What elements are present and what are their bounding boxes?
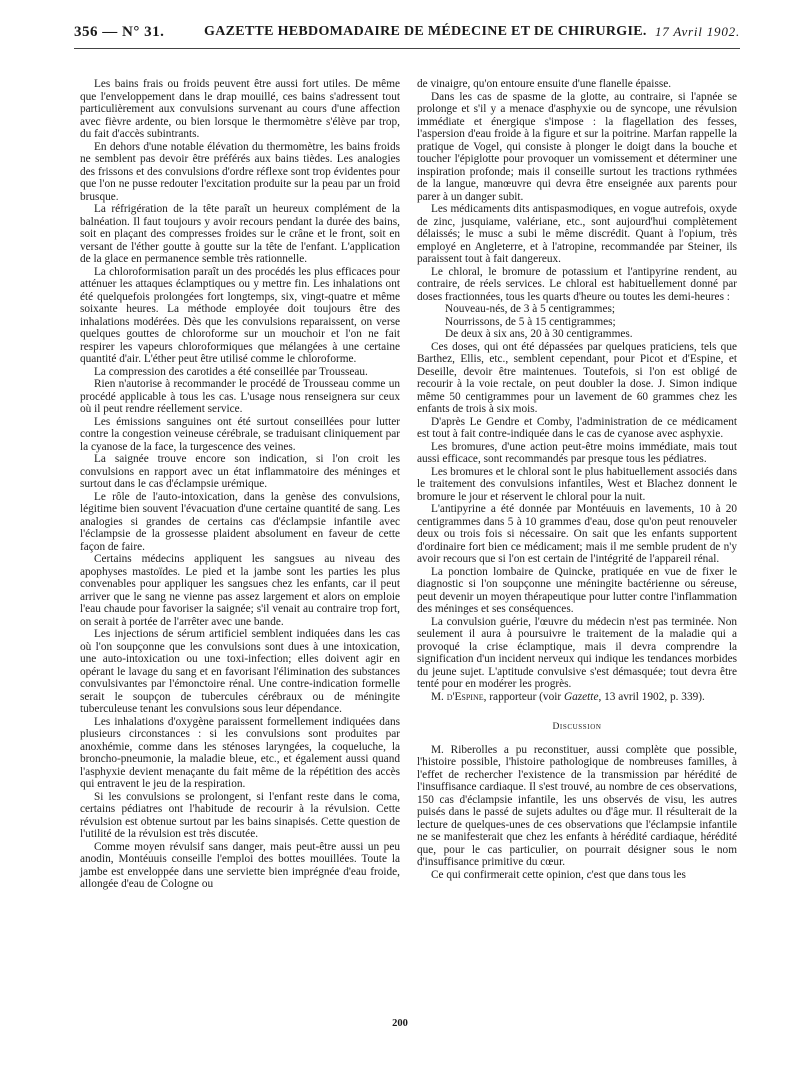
- paragraph: Dans les cas de spasme de la glotte, au contraire, si l'apnée se prolonge et s'il y a menace d'asphyxie ou de syncope, une révulsion immédiate et énergique s'impose : la flagellation des fesses, l'aspersion d'eau froide à la figure et sur la poitrine. Marfan rappelle la pratique de Vogel, qui consiste à plonger le doigt dans la bouche et toucher l'épiglotte pour provoquer un vomissement et déterminer une inspiration profonde; mais il conseille surtout les tractions rythmées de la langue, manœuvre qui devra être enseignée aux parents pour parer à un danger subit.: [417, 90, 737, 203]
- paragraph: Les bains frais ou froids peuvent être aussi fort utiles. De même que l'enveloppement dans le drap mouillé, ces bains s'adressent tout particulièrement aux convulsions survenant au cours d'une affection avec fièvre ardente, ou bien lorsque le thermomètre s'élève par trop, du fait d'accès subintrants.: [80, 78, 400, 140]
- paragraph: Si les convulsions se prolongent, si l'enfant reste dans le coma, certains pédiatres ont l'habitude de recourir à la révulsion. Cette révulsion est obtenue surtout par les bains sinapisés. Cette question de l'utilité de la révulsion est très discutée.: [80, 790, 400, 840]
- paragraph: L'antipyrine a été donnée par Montéuuis en lavements, 10 à 20 centigrammes dans 5 à 10 grammes d'eau, dose qu'on peut renouveler deux ou trois fois si nécessaire. On sait que les enfants supportent d'ordinaire fort bien ce médicament; mais il me semble prudent de n'y avoir recours que si l'on est certain de l'intégrité de l'appareil rénal.: [417, 503, 737, 565]
- rapporteur-signature: [417, 691, 737, 704]
- issue-date: 17 Avril 1902.: [655, 24, 740, 39]
- rapporteur-name: M. d'Espine,: [431, 690, 487, 703]
- paragraph: de vinaigre, qu'on entoure ensuite d'une flanelle épaisse.: [417, 78, 672, 90]
- dose-line: De deux à six ans, 20 à 30 centigrammes.: [445, 328, 633, 340]
- paragraph: Les émissions sanguines ont été surtout conseillées pour lutter contre la congestion veineuse cérébrale, se traduisant cliniquement par la cyanose de la face, la turgescence des veines.: [80, 415, 400, 453]
- paragraph: Ces doses, qui ont été dépassées par quelques praticiens, tels que Barthez, Ellis, etc., semblent cependant, pour Picot et d'Espine, et Deseille, devoir être maintenues. Toutefois, si l'on est obligé de recourir à la voie rectale, on peut doubler la dose. J. Simon indique même 50 centigrammes pour un lavement de 60 grammes chez les enfants de trois à six mois.: [417, 340, 737, 415]
- paragraph: Les bromures, d'une action peut-être moins immédiate, mais tout aussi efficace, sont recommandés par presque tous les pédiatres.: [417, 440, 737, 465]
- journal-reference: Gazette: [563, 690, 599, 703]
- header-rule: [74, 48, 740, 49]
- paragraph: En dehors d'une notable élévation du thermomètre, les bains froids ne semblent pas devoir être préférés aux bains tièdes. Les analogies des frissons et des convulsions d'ordre réflexe sont trop évidentes pour que l'on ne pusse redouter l'excitation produite sur la peau par un froid brusque.: [80, 140, 400, 203]
- paragraph: D'après Le Gendre et Comby, l'administration de ce médicament est tout à fait contre-indiquée dans le cas de cyanose avec asphyxie.: [417, 415, 737, 440]
- paragraph: Les injections de sérum artificiel semblent indiquées dans les cas où l'on soupçonne que les convulsions sont dues à une intoxication, une auto-intoxication ou une toxi-infection; elles doivent agir en opérant le lavage du sang et en favorisant l'élimination des substances convulsivantes par l'émonctoire rénal. Une contre-indication formelle serait le soupçon de tubercules cérébraux ou de méningite tuberculeuse tenant les convulsions sous leur dépendance.: [80, 628, 400, 715]
- page-number: 356 — N° 31.: [74, 24, 165, 40]
- rapporteur-role: rapporteur (voir: [486, 690, 564, 703]
- section-title-discussion: Discussion: [552, 722, 602, 732]
- paragraph: La convulsion guérie, l'œuvre du médecin n'est pas terminée. Non seulement il aura à poursuivre le traitement de la maladie qui a provoqué la crise éclamptique, mais il devra comprendre la signification d'un incident nerveux qui indique les tendances morbides du jeune sujet. L'aptitude convulsive s'est démasquée; tout devra être tenté pour en modérer les progrès.: [417, 615, 737, 690]
- running-header: [74, 18, 740, 50]
- reference-details: , 13 avril 1902, p. 339).: [598, 690, 705, 703]
- paragraph: Rien n'autorise à recommander le procédé de Trousseau comme un procédé applicable à tous les cas. L'usage nous renseignera sur ceux où il peut rendre réellement service.: [80, 378, 400, 415]
- paragraph: Certains médecins appliquent les sangsues au niveau des apophyses mastoïdes. Le pied et la jambe sont les parties les plus convenables pour appliquer les sangsues chez les enfants, car il peut arriver que le sang ne vienne pas assez largement et alors on emploie l'eau chaude pour favoriser la saignée; s'il venait au contraire trop fort, on serait à portée de l'arrêter avec une bande.: [80, 553, 400, 628]
- right-column: [417, 78, 737, 881]
- paragraph: Comme moyen révulsif sans danger, mais peut-être aussi un peu anodin, Montéuuis conseille l'emploi des bottes mouillées. Toute la jambe est enveloppée dans une serviette bien imprégnée d'eau froide, allongée d'eau de Cologne ou: [80, 840, 400, 890]
- paragraph: Les bromures et le chloral sont le plus habituellement associés dans le traitement des convulsions infantiles, West et Blachez donnent le bromure le jour et réservent le chloral pour la nuit.: [417, 465, 737, 503]
- paragraph: M. Riberolles a pu reconstituer, aussi complète que possible, l'histoire possible, l'histoire pathologique de nombreuses familles, à l'effet de rechercher l'existence de la transmission par hérédité de l'insuffisance cardiaque. Il s'est trouvé, au nombre de ces observations, 150 cas d'éclampsie infantile, les uns observés de visu, les autres puisés dans le passé de sujets adultes ou d'âge mur. Il résulterait de la lecture de quelques-unes de ces observations que l'éclampsie infantile ne se manifesterait que chez les enfants à hérédité cardiaque, hérédité que, pour le cas particulier, on pourrait désigner sous le nom d'insuffisance primitive du cœur.: [417, 743, 737, 868]
- paragraph: Les médicaments dits antispasmodiques, en vogue autrefois, oxyde de zinc, jusquiame, valériane, etc., sont aujourd'hui complètement délaissés; le musc a subi le même discrédit. Quant à l'opium, très employé en Angleterre, et à l'atropine, recommandée par Steiner, ils paraissent tout à fait dangereux.: [417, 203, 737, 265]
- paragraph: Le chloral, le bromure de potassium et l'antipyrine rendent, au contraire, de réels services. Le chloral est habituellement donné par doses fractionnées, tous les quarts d'heure ou toutes les demi-heures :: [417, 265, 737, 303]
- paragraph: La compression des carotides a été conseillée par Trousseau.: [94, 365, 368, 378]
- paragraph: La réfrigération de la tête paraît un heureux complément de la balnéation. Il faut toujours y avoir recours pendant la durée des bains, soit en plaçant des compresses froides sur le crâne et le front, soit en versant de l'éther goutte à goutte sur la tête de l'enfant. L'application de la glace en permanence semble très rationnelle.: [80, 203, 400, 265]
- paragraph: Les inhalations d'oxygène paraissent formellement indiquées dans plusieurs circonstances : si les convulsions sont produites par anoxhémie, comme dans les sténoses laryngées, la coqueluche, la broncho-pneumonie, la maladie bleue, etc., et également aussi quand l'asphyxie devient menaçante du fait même de la répétition des accès qui entravent le jeu de la respiration.: [80, 715, 400, 790]
- dose-line: Nouveau-nés, de 3 à 5 centigrammes;: [445, 303, 616, 315]
- paragraph: La ponction lombaire de Quincke, pratiquée en vue de fixer le diagnostic si l'on soupçonne une méningite bactérienne ou séreuse, peut devenir un moyen thérapeutique pour lutter contre l'inflammation des méninges et ses conséquences.: [417, 565, 737, 615]
- journal-title: GAZETTE HEBDOMADAIRE DE MÉDECINE ET DE CHIRURGIE.: [204, 24, 647, 39]
- paragraph: Le rôle de l'auto-intoxication, dans la genèse des convulsions, légitime bien souvent l'évacuation d'une certaine quantité de sang. Les analogies si grandes de certains cas d'éclampsie infantile avec l'éclampsie de la grossesse plaident absolument en faveur de cette façon de faire.: [80, 490, 400, 553]
- paragraph: La chloroformisation paraît un des procédés les plus efficaces pour atténuer les attaques éclamptiques ou y mettre fin. Les inhalations ont été quelquefois prolongées fort longtemps, six, vingt-quatre et même soixante heures. La méthode employée doit toujours être des inhalations modérées. Dès que les convulsions reparaissent, on verse quelques gouttes de chloroforme sur un mouchoir et l'on ne fait respirer les vapeurs chloroformiques que mélangées à une certaine quantité d'air. L'éther peut être utilisé comme le chloroforme.: [80, 265, 400, 365]
- paragraph: Ce qui confirmerait cette opinion, c'est que dans tous les: [431, 868, 686, 881]
- paragraph: La saignée trouve encore son indication, si l'on croit les convulsions en rapport avec un état inflammatoire des méninges et surtout dans le cas d'éclampsie urémique.: [80, 453, 400, 490]
- dose-line: Nourrissons, de 5 à 15 centigrammes;: [445, 315, 616, 328]
- folio-number: 200: [392, 1018, 408, 1029]
- left-column: [80, 78, 400, 891]
